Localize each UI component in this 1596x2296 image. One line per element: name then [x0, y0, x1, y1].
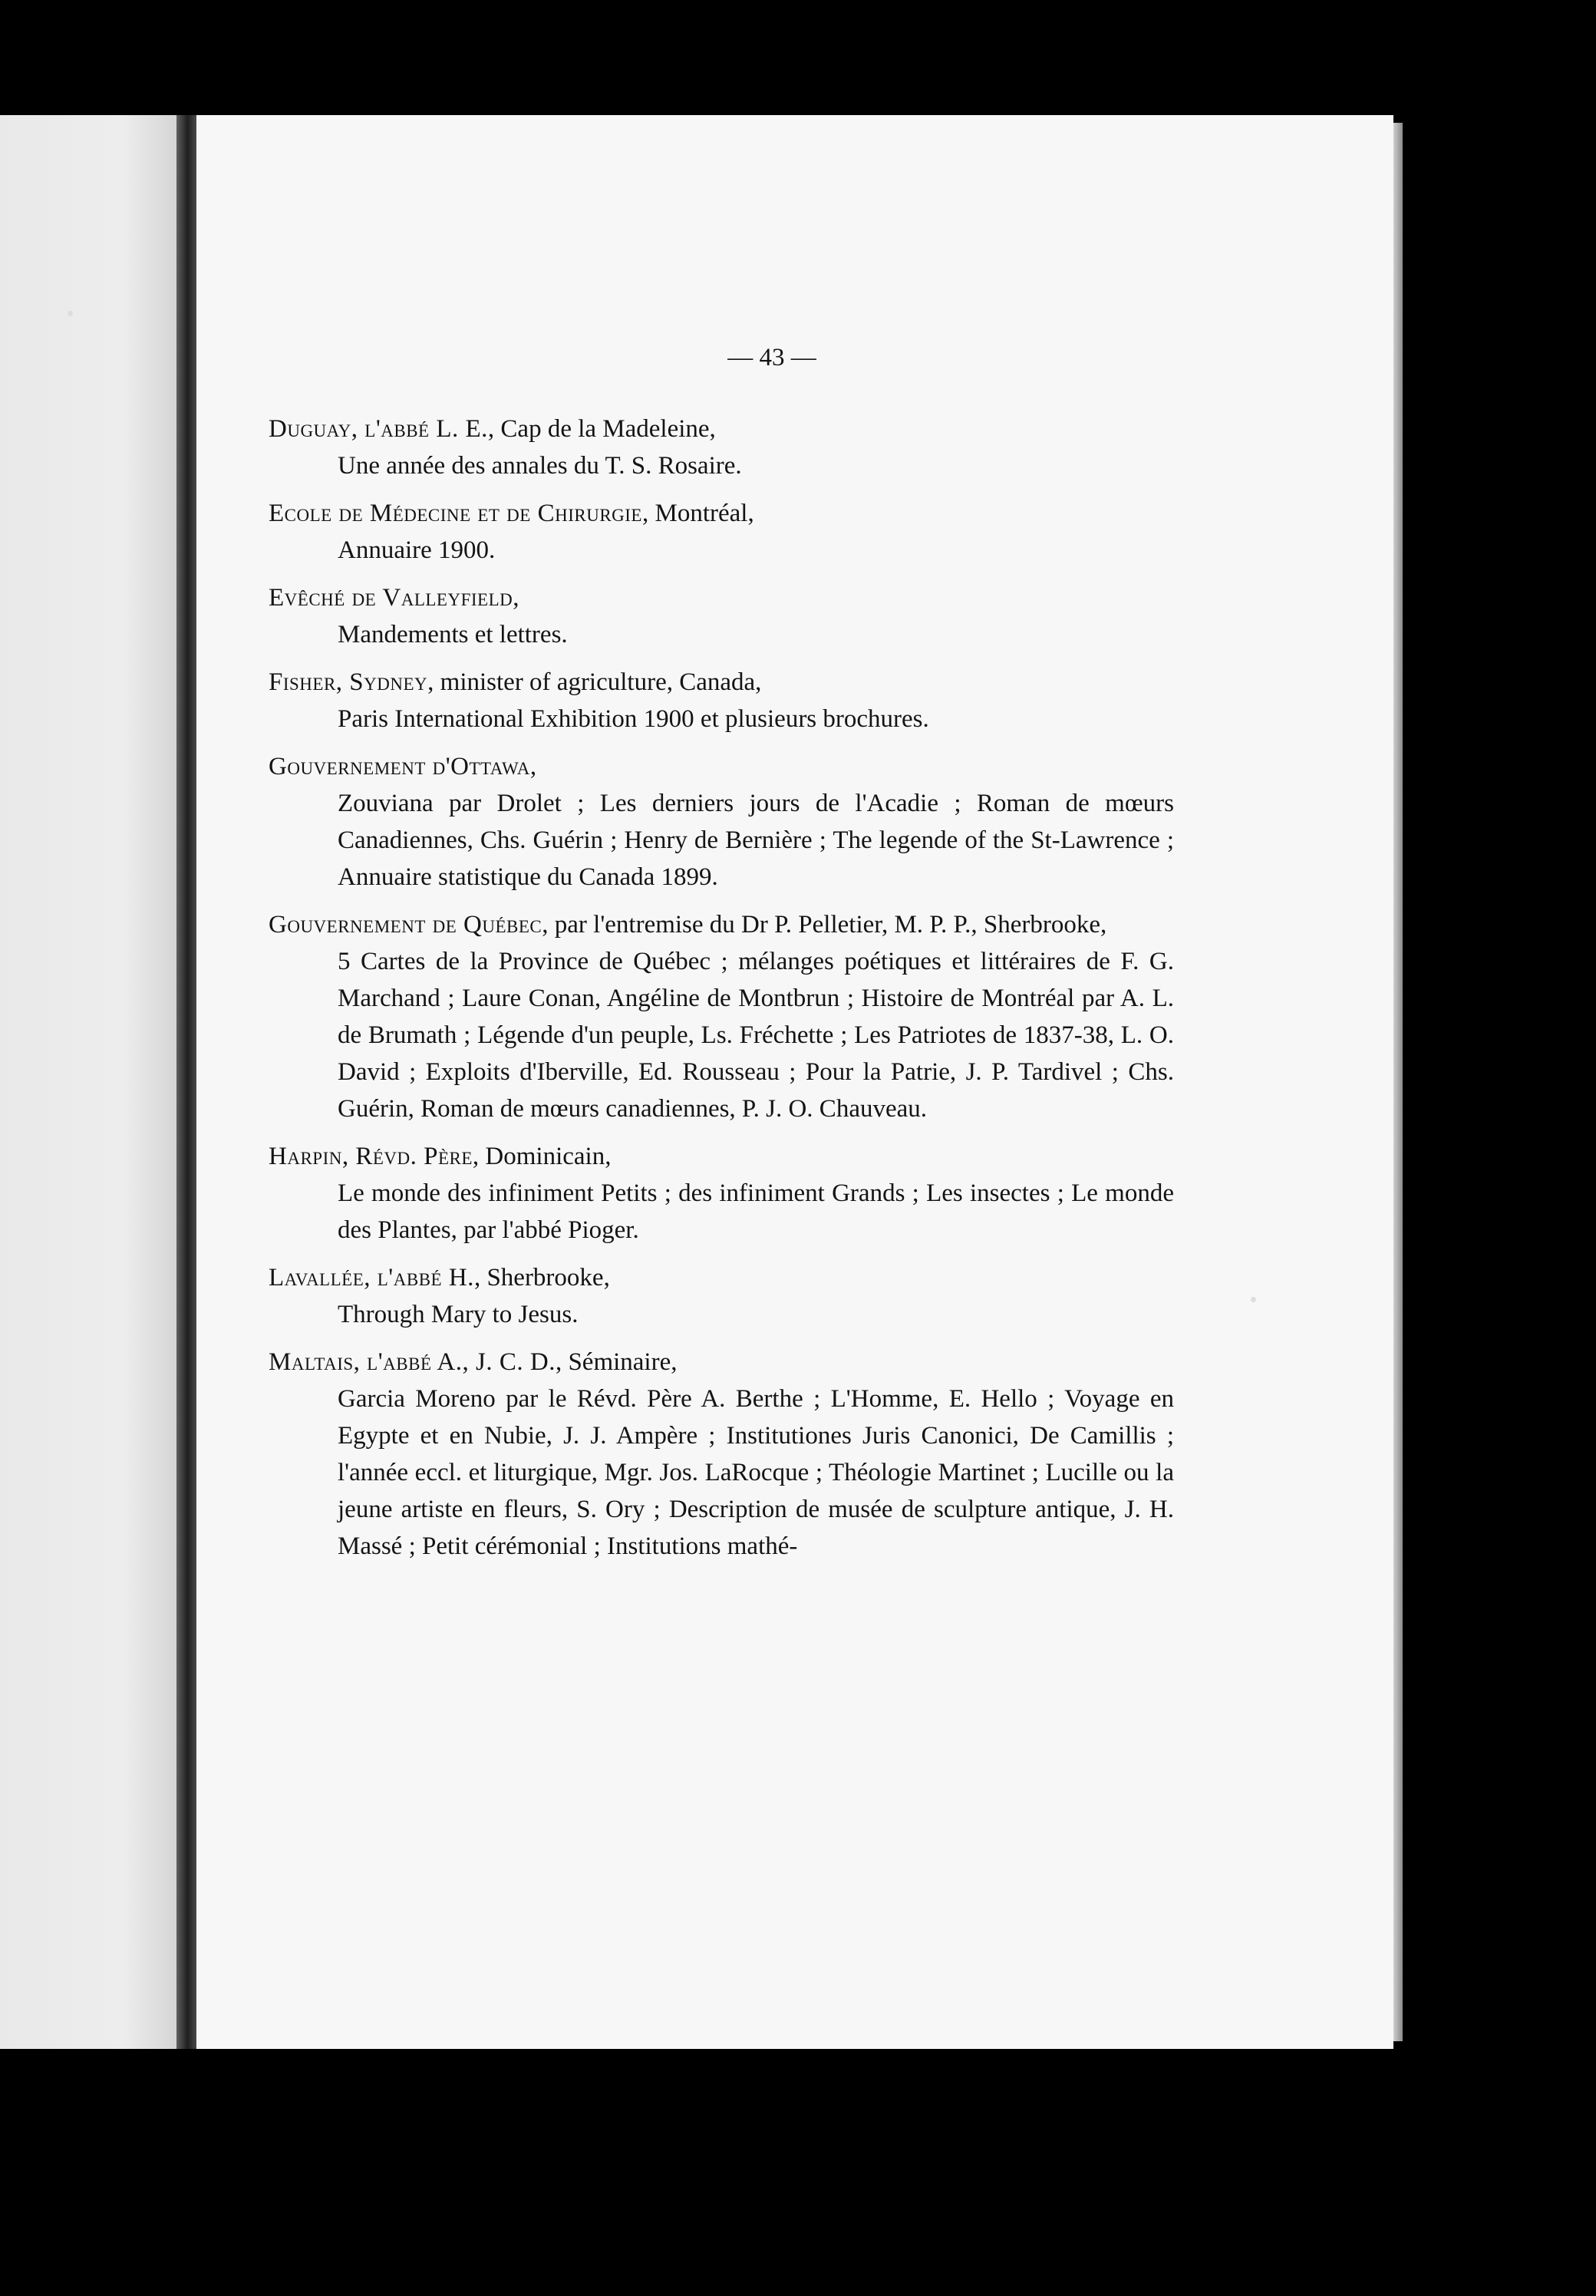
- donor-name: Ecole de Médecine et de Chirurgie: [269, 500, 642, 527]
- donor-name: Lavallée, l'abbé H.: [269, 1264, 474, 1292]
- list-item: [269, 664, 1174, 737]
- list-item: [269, 411, 1174, 484]
- donor-details: , Cap de la Madeleine,: [487, 415, 716, 443]
- entry-items: Garcia Moreno par le Révd. Père A. Berthe ; L'Homme, E. Hello ; Voyage en Egypte et en Nubie, J. J. Ampère ; Institutiones Juris Canonici, De Camillis ; l'année eccl. et liturgique, Mgr. Jos. LaRocque ; Théologie Martinet ; Lucille ou la jeune artiste en fleurs, S. Ory ; Description de musée de sculpture antique, J. H. Massé ; Petit cérémonial ; Institutions mathé-: [338, 1385, 1174, 1560]
- donor-name: Fisher, Sydney: [269, 668, 428, 696]
- donor-name: Maltais, l'abbé A., J. C. D.: [269, 1348, 556, 1376]
- donor-details: , Séminaire,: [555, 1348, 678, 1376]
- entry-heading: [269, 906, 1174, 943]
- film-speck: [68, 311, 73, 316]
- entry-items: Le monde des infiniment Petits ; des infiniment Grands ; Les insectes ; Le monde des Plantes, par l'abbé Pioger.: [338, 1179, 1174, 1244]
- donor-name: Evêché de Valleyfield: [269, 584, 513, 612]
- film-speck: [1251, 1297, 1256, 1302]
- list-item: [269, 906, 1174, 1127]
- page-number: — 43 —: [727, 344, 816, 371]
- entry-items: Mandements et lettres.: [338, 621, 568, 648]
- donor-name: Harpin, Révd. Père: [269, 1143, 473, 1170]
- donor-name: Duguay, l'abbé L. E.: [269, 415, 488, 443]
- donor-details: , Sherbrooke,: [473, 1264, 610, 1292]
- entry-items: Paris International Exhibition 1900 et plusieurs brochures.: [338, 705, 929, 733]
- page-edge: [1393, 123, 1403, 2041]
- facing-page: [0, 115, 176, 2049]
- donor-details: ,: [513, 584, 519, 612]
- list-item: [269, 748, 1174, 896]
- entry-items: Zouviana par Drolet ; Les derniers jours de l'Acadie ; Roman de mœurs Canadiennes, Chs. Guérin ; Henry de Bernière ; The legende of the St-Lawrence ; Annuaire statistique du Canada 1899.: [338, 790, 1174, 891]
- donor-name: Gouvernement d'Ottawa: [269, 753, 530, 780]
- list-item: [269, 495, 1174, 569]
- entry-heading: [269, 579, 1174, 616]
- entry-heading: [269, 1259, 1174, 1296]
- donor-details: , par l'entremise du Dr P. Pelletier, M. P. P., Sherbrooke,: [542, 911, 1107, 939]
- donor-details: ,: [529, 753, 537, 780]
- entry-items: Une année des annales du T. S. Rosaire.: [338, 452, 742, 480]
- list-item: [269, 1259, 1174, 1333]
- donor-details: , minister of agriculture, Canada,: [427, 668, 762, 696]
- entry-items: 5 Cartes de la Province de Québec ; mélanges poétiques et littéraires de F. G. Marchand ; Laure Conan, Angéline de Montbrun ; Histoire de Montréal par A. L. de Brumath ; Légende d'un peuple, Ls. Fréchette ; Les Patriotes de 1837-38, L. O. David ; Exploits d'Iberville, Ed. Rousseau ; Pour la Patrie, J. P. Tardivel ; Chs. Guérin, Roman de mœurs canadiennes, P. J. O. Chauveau.: [338, 948, 1174, 1123]
- donor-details: , Montréal,: [641, 500, 754, 527]
- list-item: [269, 1138, 1174, 1249]
- entry-heading: [269, 748, 1174, 785]
- entry-heading: [269, 664, 1174, 701]
- list-item: [269, 1344, 1174, 1565]
- donor-details: , Dominicain,: [472, 1143, 612, 1170]
- book-gutter: [176, 115, 196, 2049]
- entry-items: Through Mary to Jesus.: [338, 1301, 579, 1328]
- entry-heading: [269, 1138, 1174, 1175]
- entry-heading: [269, 411, 1174, 447]
- donor-name: Gouvernement de Québec: [269, 911, 542, 939]
- list-item: [269, 579, 1174, 653]
- entry-heading: [269, 495, 1174, 532]
- entry-list: [269, 411, 1174, 1575]
- entry-heading: [269, 1344, 1174, 1381]
- entry-items: Annuaire 1900.: [338, 536, 496, 564]
